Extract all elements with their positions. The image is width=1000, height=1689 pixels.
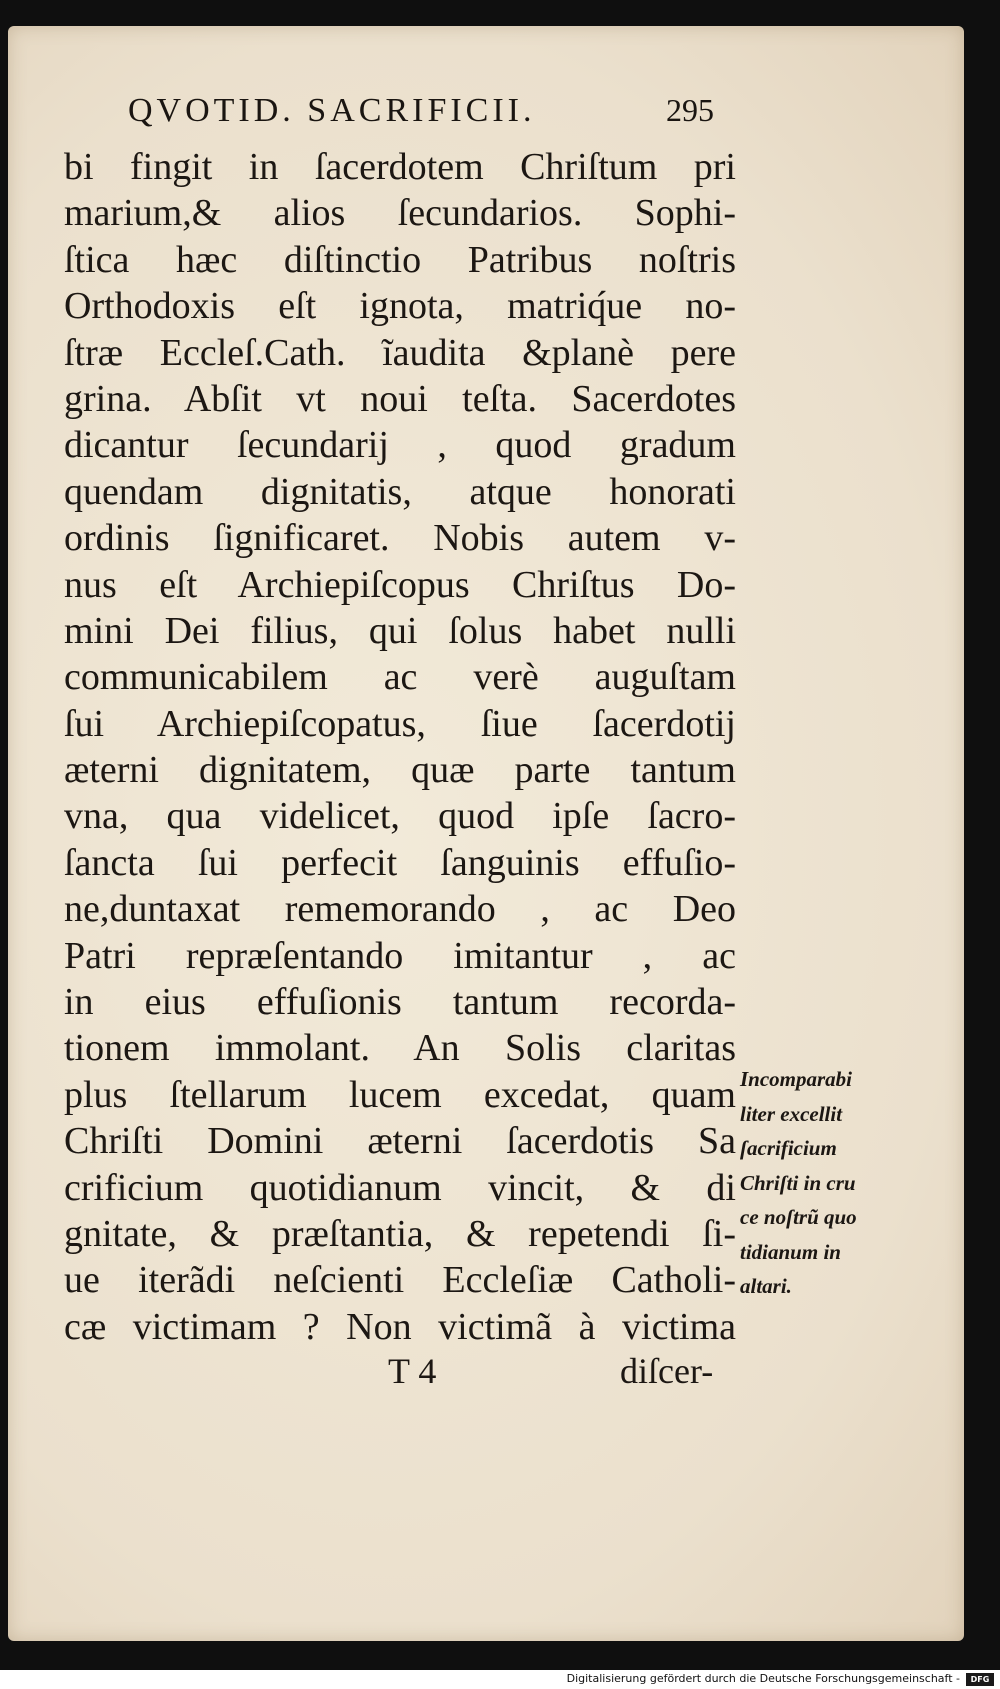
catchword: diſcer- (620, 1351, 714, 1391)
text-line: marium,& alios ſecundarios. Sophi- (64, 192, 736, 235)
text-line: ſtræ Eccleſ.Cath. ĩaudita &planè pere (64, 331, 736, 374)
body-text (64, 144, 736, 1350)
text-line: æterni dignitatem, quæ parte tantum (64, 749, 736, 792)
dfg-logo-icon: DFG (966, 1673, 994, 1686)
text-line: dicantur ſecundarij , quod gradum (64, 424, 736, 467)
signature-mark: T 4 (388, 1351, 437, 1391)
text-line: ordinis ſignificaret. Nobis autem v- (64, 517, 736, 560)
note-line: liter excellit (740, 1101, 843, 1126)
text-line: gnitate, & præſtantia, & repetendi ſi- (64, 1212, 736, 1255)
text-line: tionem immolant. An Solis claritas (64, 1027, 736, 1070)
text-line: vna, qua videlicet, quod ipſe ſacro- (64, 795, 736, 838)
text-line: quendam dignitatis, atque honorati (64, 470, 736, 513)
marginal-note (740, 1062, 900, 1304)
text-line: nus eſt Archiepiſcopus Chriſtus Do- (64, 563, 736, 606)
running-head: QVOTID. SACRIFICII. (128, 92, 536, 129)
page-number: 295 (666, 92, 714, 128)
text-line: in eius effuſionis tantum recorda- (64, 981, 736, 1024)
text-line: plus ſtellarum lucem excedat, quam (64, 1073, 736, 1116)
credit-text: Digitalisierung gefördert durch die Deutsche Forschungsgemeinschaft - (566, 1672, 960, 1685)
note-line: tidianum in (740, 1239, 841, 1264)
note-line: ſacrificium (740, 1136, 837, 1160)
note-line: Chriſti in cru (740, 1170, 856, 1195)
text-line: cæ victimam ? Non victimã à victima (64, 1305, 736, 1348)
text-line: Chriſti Domini æterni ſacerdotis Sa (64, 1120, 736, 1163)
text-line: ue iterãdi neſcienti Eccleſiæ Catholi- (64, 1259, 736, 1302)
credit-bar (0, 1670, 1000, 1689)
note-line: altari. (740, 1274, 792, 1298)
text-line: mini Dei filius, qui ſolus habet nulli (64, 609, 736, 652)
text-line: Patri repræſentando imitantur , ac (64, 934, 736, 977)
text-line: Orthodoxis eſt ignota, matriq́ue no- (64, 285, 736, 328)
text-line: crificium quotidianum vincit, & di (64, 1166, 736, 1209)
text-line: ſancta ſui perfecit ſanguinis effuſio- (64, 841, 736, 884)
text-line: grina. Abſit vt noui teſta. Sacerdotes (64, 377, 736, 420)
note-line: Incomparabi (740, 1067, 853, 1091)
note-line: ce noſtrũ quo (740, 1205, 857, 1229)
text-line: communicabilem ac verè auguſtam (64, 656, 736, 699)
text-line: bi fingit in ſacerdotem Chriſtum pri (64, 146, 736, 188)
text-line: ſtica hæc diſtinctio Patribus noſtris (64, 238, 736, 281)
page-header (128, 92, 728, 136)
text-line: ne,duntaxat rememorando , ac Deo (64, 888, 736, 931)
text-line: ſui Archiepiſcopatus, ſiue ſacerdotij (64, 702, 736, 745)
